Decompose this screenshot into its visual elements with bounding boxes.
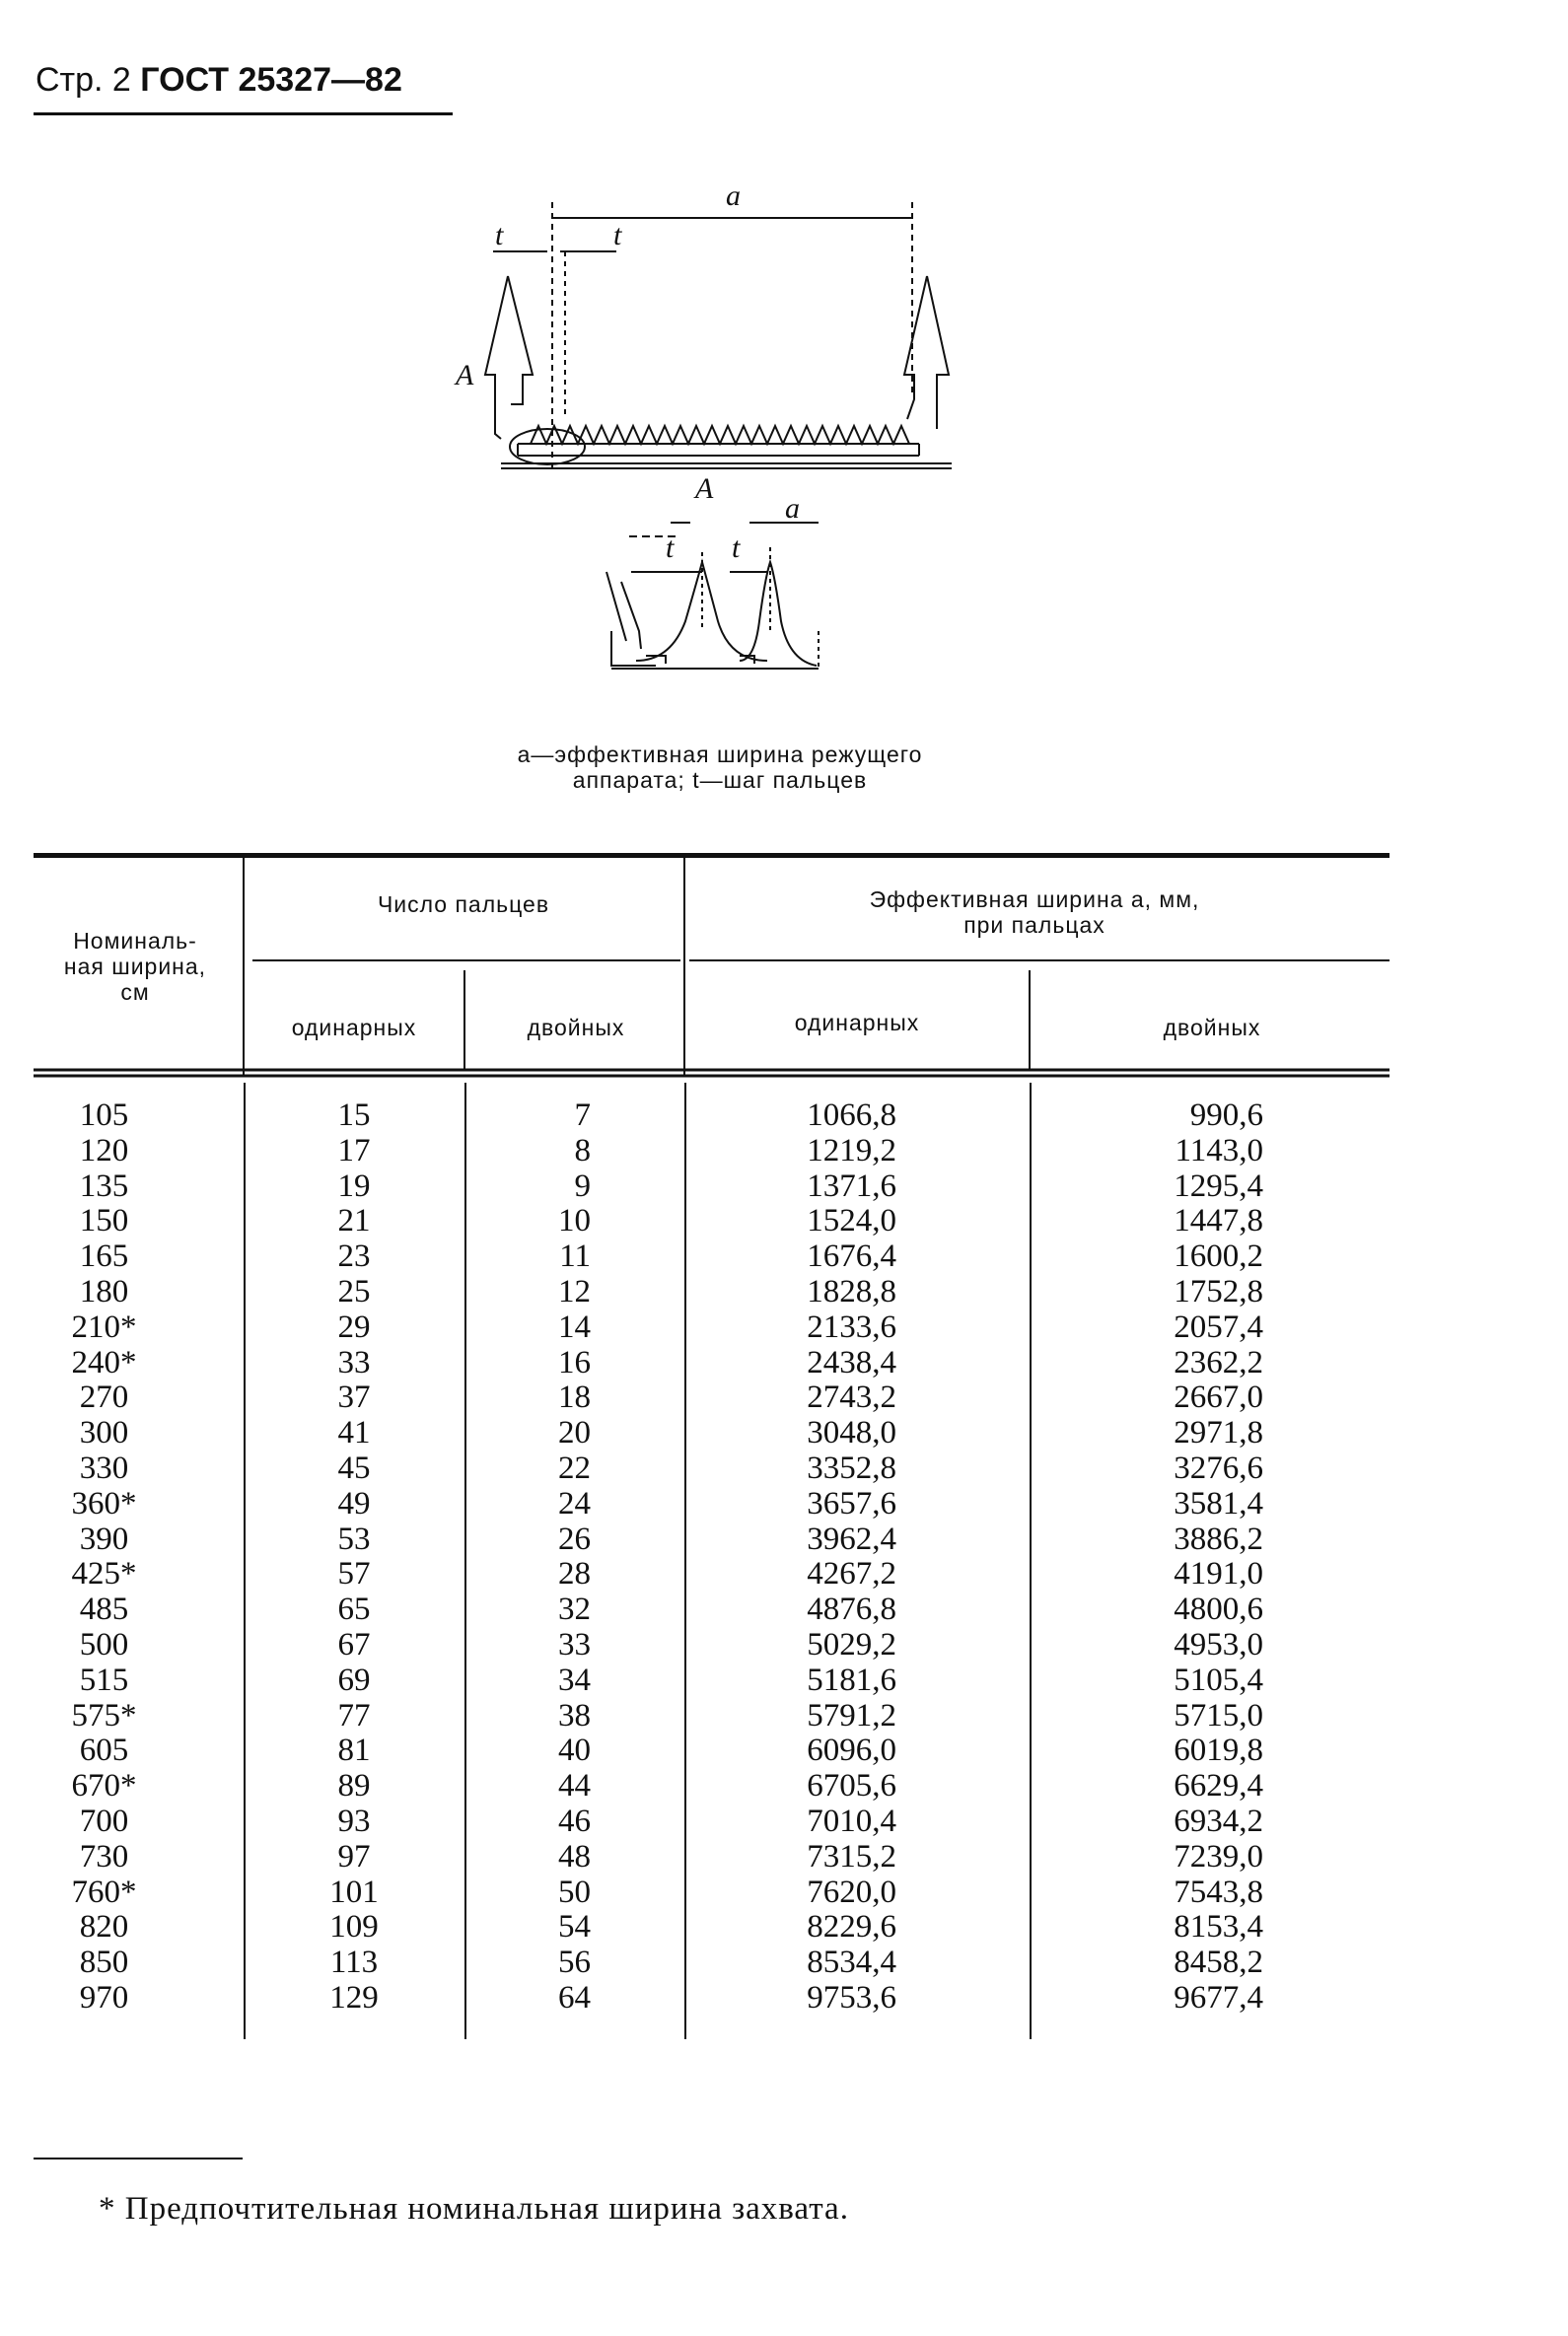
cell-fingers-single: 93	[337, 1803, 371, 1839]
cell-width-double: 8458,2	[1174, 1945, 1263, 1981]
cell-fingers-double: 40	[558, 1733, 591, 1769]
cell-nominal: 135	[79, 1168, 129, 1204]
label-a-top: a	[726, 179, 741, 212]
cell-fingers-single: 21	[337, 1203, 371, 1239]
table-row	[34, 1664, 1390, 1699]
cell-nominal: 515	[79, 1662, 129, 1698]
cell-nominal: 105	[79, 1097, 129, 1133]
cell-width-single: 3352,8	[807, 1450, 896, 1486]
cell-fingers-single: 15	[337, 1097, 371, 1133]
cell-fingers-double: 34	[558, 1662, 591, 1698]
cell-fingers-single: 45	[337, 1450, 371, 1486]
cell-fingers-single: 129	[329, 1979, 379, 2016]
table-header	[34, 858, 1390, 1085]
group-width-l2: при пальцах	[963, 912, 1105, 938]
cell-width-double: 8153,4	[1174, 1909, 1263, 1946]
table-row	[34, 1981, 1390, 2017]
cell-nominal: 180	[79, 1273, 129, 1310]
cell-width-single: 3657,6	[807, 1485, 896, 1522]
cell-fingers-single: 77	[337, 1697, 371, 1734]
table-row	[34, 1593, 1390, 1628]
detail-tooth-2	[740, 562, 817, 666]
cell-fingers-single: 41	[337, 1415, 371, 1451]
cell-width-double: 7239,0	[1174, 1838, 1263, 1875]
cell-nominal: 330	[79, 1450, 129, 1486]
cell-fingers-double: 48	[558, 1838, 591, 1875]
cell-fingers-double: 50	[558, 1874, 591, 1910]
cell-fingers-single: 25	[337, 1273, 371, 1310]
cell-nominal: 730	[79, 1838, 129, 1875]
cell-fingers-double: 64	[558, 1979, 591, 2016]
cell-width-double: 7543,8	[1174, 1874, 1263, 1910]
table-row	[34, 1805, 1390, 1840]
sub-width-single: одинарных	[794, 1010, 920, 1035]
cell-width-double: 6934,2	[1174, 1803, 1263, 1839]
cell-fingers-single: 53	[337, 1521, 371, 1557]
specs-table-wrap	[34, 858, 1390, 1085]
cell-fingers-double: 8	[574, 1132, 591, 1168]
table-row	[34, 1098, 1390, 1134]
table-row	[34, 1734, 1390, 1769]
cell-width-single: 1524,0	[807, 1203, 896, 1239]
left-finger-side	[485, 276, 508, 439]
cell-width-double: 2667,0	[1174, 1380, 1263, 1416]
cell-fingers-double: 16	[558, 1344, 591, 1380]
label-t-detail2: t	[732, 531, 741, 564]
cell-width-double: 3886,2	[1174, 1521, 1263, 1557]
cell-width-double: 2362,2	[1174, 1344, 1263, 1380]
cell-nominal: 820	[79, 1909, 129, 1946]
cell-nominal: 485	[79, 1592, 129, 1628]
cell-width-double: 1143,0	[1175, 1132, 1263, 1168]
cell-width-double: 4953,0	[1174, 1626, 1263, 1663]
cell-width-single: 4876,8	[807, 1592, 896, 1628]
table-row	[34, 1699, 1390, 1734]
table-row	[34, 1310, 1390, 1346]
cell-fingers-single: 37	[337, 1380, 371, 1416]
cell-width-single: 3048,0	[807, 1415, 896, 1451]
cell-fingers-single: 33	[337, 1344, 371, 1380]
table-row	[34, 1769, 1390, 1805]
cell-width-single: 1066,8	[807, 1097, 896, 1133]
group-fingers: Число пальцев	[377, 891, 550, 917]
cell-nominal: 390	[79, 1521, 129, 1557]
cell-width-double: 6019,8	[1174, 1733, 1263, 1769]
cell-nominal: 360*	[71, 1485, 137, 1522]
right-finger-side	[904, 276, 927, 419]
cell-fingers-double: 56	[558, 1945, 591, 1981]
cell-width-single: 7010,4	[807, 1803, 896, 1839]
sub-fingers-double: двойных	[527, 1015, 625, 1040]
cell-width-single: 8229,6	[807, 1909, 896, 1946]
table-row	[34, 1522, 1390, 1558]
cell-width-single: 6705,6	[807, 1768, 896, 1805]
table-row	[34, 1487, 1390, 1522]
table-row	[34, 1946, 1390, 1981]
cell-fingers-single: 65	[337, 1592, 371, 1628]
specs-table	[34, 1098, 1390, 2017]
table-row	[34, 1134, 1390, 1169]
cell-width-double: 2971,8	[1174, 1415, 1263, 1451]
cell-fingers-double: 7	[574, 1097, 591, 1133]
cell-width-single: 2438,4	[807, 1344, 896, 1380]
cell-fingers-single: 57	[337, 1556, 371, 1593]
right-finger	[927, 276, 949, 429]
cell-fingers-single: 23	[337, 1239, 371, 1275]
cell-fingers-single: 67	[337, 1626, 371, 1663]
cell-fingers-single: 69	[337, 1662, 371, 1698]
cutter-diagram	[444, 168, 957, 720]
table-row	[34, 1876, 1390, 1911]
cell-fingers-double: 33	[558, 1626, 591, 1663]
cell-nominal: 970	[79, 1979, 129, 2016]
table-row	[34, 1239, 1390, 1275]
col-nominal-l1: Номиналь-	[73, 928, 197, 954]
cell-nominal: 120	[79, 1132, 129, 1168]
cell-width-double: 3276,6	[1174, 1450, 1263, 1486]
cell-nominal: 165	[79, 1239, 129, 1275]
table-row	[34, 1416, 1390, 1451]
cell-fingers-double: 54	[558, 1909, 591, 1946]
group-width-l1: Эффективная ширина a, мм,	[869, 886, 1200, 912]
cell-nominal: 760*	[71, 1874, 137, 1910]
sub-width-double: двойных	[1163, 1015, 1261, 1040]
cell-nominal: 670*	[71, 1768, 137, 1805]
table-row	[34, 1380, 1390, 1416]
col-nominal-l3: см	[120, 979, 150, 1005]
cell-width-double: 990,6	[1189, 1097, 1263, 1133]
footnote-rule	[34, 2158, 243, 2159]
header-rule	[34, 112, 453, 115]
table-row	[34, 1204, 1390, 1239]
cell-fingers-double: 38	[558, 1697, 591, 1734]
label-a-detail: a	[785, 492, 800, 525]
figure-caption	[444, 742, 996, 793]
table-body	[34, 1098, 1390, 2017]
table-row	[34, 1346, 1390, 1381]
cell-fingers-double: 26	[558, 1521, 591, 1557]
cell-width-single: 3962,4	[807, 1521, 896, 1557]
cell-fingers-single: 109	[329, 1909, 379, 1946]
cell-fingers-single: 17	[337, 1132, 371, 1168]
cell-fingers-double: 20	[558, 1415, 591, 1451]
cell-fingers-single: 29	[337, 1309, 371, 1345]
cell-width-single: 6096,0	[807, 1733, 896, 1769]
cell-nominal: 240*	[71, 1344, 137, 1380]
cell-width-single: 5181,6	[807, 1662, 896, 1698]
cell-fingers-single: 81	[337, 1733, 371, 1769]
page-header	[36, 61, 402, 100]
cell-fingers-double: 11	[559, 1239, 591, 1275]
cell-width-single: 2133,6	[807, 1309, 896, 1345]
cell-fingers-double: 14	[558, 1309, 591, 1345]
cell-width-double: 1295,4	[1174, 1168, 1263, 1204]
cell-nominal: 270	[79, 1380, 129, 1416]
doc-title: ГОСТ 25327—82	[140, 61, 402, 99]
cell-nominal: 150	[79, 1203, 129, 1239]
table-row	[34, 1840, 1390, 1876]
cell-width-single: 8534,4	[807, 1945, 896, 1981]
table-row	[34, 1910, 1390, 1946]
cell-fingers-double: 32	[558, 1592, 591, 1628]
page-number: Стр. 2	[36, 61, 131, 99]
cell-nominal: 425*	[71, 1556, 137, 1593]
cell-fingers-single: 19	[337, 1168, 371, 1204]
cell-width-single: 7620,0	[807, 1874, 896, 1910]
label-A-view: А	[695, 472, 714, 505]
sub-fingers-single: одинарных	[291, 1015, 417, 1040]
cell-width-double: 4191,0	[1174, 1556, 1263, 1593]
cell-nominal: 605	[79, 1733, 129, 1769]
cell-width-single: 1828,8	[807, 1273, 896, 1310]
label-t-detail1: t	[666, 531, 675, 564]
cell-width-double: 9677,4	[1174, 1979, 1263, 2016]
cell-width-double: 1600,2	[1174, 1239, 1263, 1275]
cell-width-single: 2743,2	[807, 1380, 896, 1416]
cell-width-double: 1752,8	[1174, 1273, 1263, 1310]
cell-nominal: 300	[79, 1415, 129, 1451]
cell-width-double: 4800,6	[1174, 1592, 1263, 1628]
cell-nominal: 575*	[71, 1697, 137, 1734]
cell-fingers-single: 113	[329, 1945, 379, 1981]
label-t-right: t	[613, 219, 622, 251]
cell-nominal: 700	[79, 1803, 129, 1839]
cell-fingers-double: 28	[558, 1556, 591, 1593]
cell-width-double: 6629,4	[1174, 1768, 1263, 1805]
cell-width-double: 5715,0	[1174, 1697, 1263, 1734]
cell-nominal: 500	[79, 1626, 129, 1663]
cell-fingers-double: 46	[558, 1803, 591, 1839]
cell-fingers-double: 24	[558, 1485, 591, 1522]
cell-nominal: 850	[79, 1945, 129, 1981]
cell-width-single: 5791,2	[807, 1697, 896, 1734]
col-nominal-l2: ная ширина,	[63, 954, 207, 979]
table-row	[34, 1275, 1390, 1310]
knife-segments	[531, 426, 909, 444]
caption-line-2: аппарата; t—шаг пальцев	[572, 767, 868, 793]
cell-width-single: 4267,2	[807, 1556, 896, 1593]
table-row	[34, 1451, 1390, 1487]
cell-fingers-single: 89	[337, 1768, 371, 1805]
cell-width-double: 3581,4	[1174, 1485, 1263, 1522]
table-row	[34, 1169, 1390, 1205]
detail-callout	[510, 429, 585, 464]
cell-fingers-single: 97	[337, 1838, 371, 1875]
cell-width-double: 2057,4	[1174, 1309, 1263, 1345]
cell-nominal: 210*	[71, 1309, 137, 1345]
cell-fingers-double: 10	[558, 1203, 591, 1239]
cell-width-single: 9753,6	[807, 1979, 896, 2016]
label-t-left: t	[495, 219, 504, 251]
caption-line-1: а—эффективная ширина режущего	[517, 742, 923, 767]
footnote: * Предпочтительная номинальная ширина захвата.	[99, 2191, 849, 2227]
label-A-side: А	[456, 359, 474, 391]
cell-fingers-single: 49	[337, 1485, 371, 1522]
left-finger	[508, 276, 533, 404]
cell-width-single: 7315,2	[807, 1838, 896, 1875]
cell-fingers-double: 44	[558, 1768, 591, 1805]
cell-fingers-single: 101	[329, 1874, 379, 1910]
cell-width-single: 5029,2	[807, 1626, 896, 1663]
cell-fingers-double: 22	[558, 1450, 591, 1486]
cell-fingers-double: 18	[558, 1380, 591, 1416]
cell-width-single: 1676,4	[807, 1239, 896, 1275]
cell-fingers-double: 12	[558, 1273, 591, 1310]
cell-width-double: 1447,8	[1174, 1203, 1263, 1239]
cell-width-single: 1219,2	[807, 1132, 896, 1168]
cell-width-double: 5105,4	[1174, 1662, 1263, 1698]
table-row	[34, 1628, 1390, 1664]
cell-fingers-double: 9	[574, 1168, 591, 1204]
table-row	[34, 1557, 1390, 1593]
cell-width-single: 1371,6	[807, 1168, 896, 1204]
